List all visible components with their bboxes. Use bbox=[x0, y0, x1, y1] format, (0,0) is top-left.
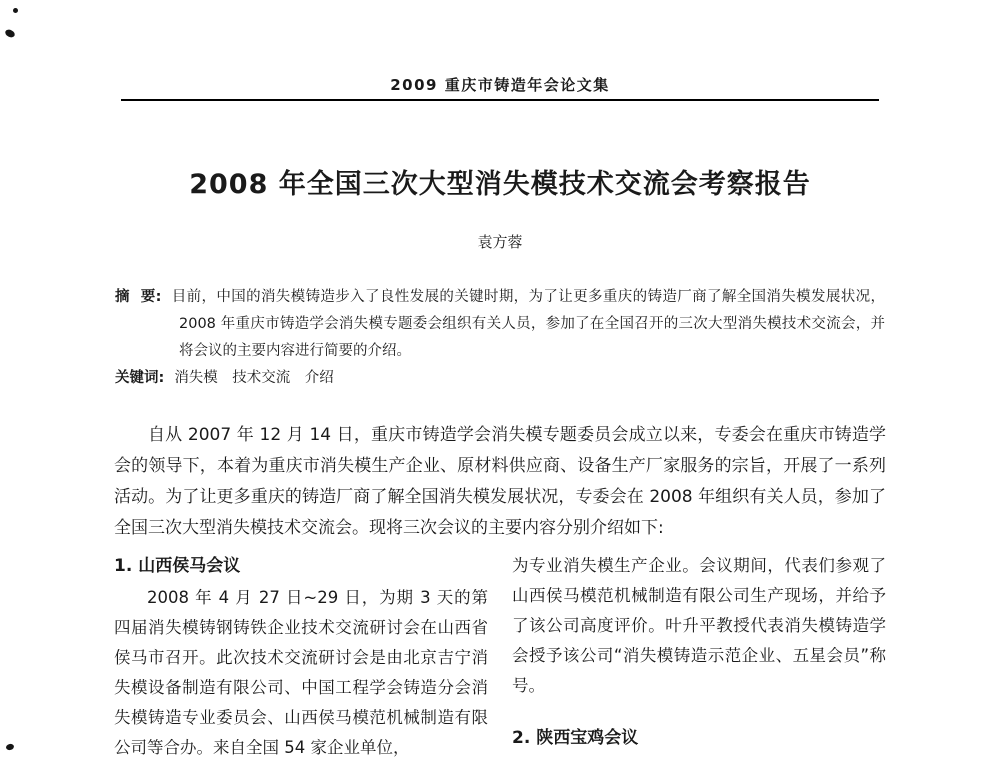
keywords-label: 关键词: bbox=[115, 370, 165, 386]
section-heading-2: 2. 陕西宝鸡会议 bbox=[512, 728, 639, 748]
keywords-line bbox=[115, 365, 885, 392]
abstract-text: 目前，中国的消失模铸造步入了良性发展的关键时期，为了让更多重庆的铸造厂商了解全国消失模发展状况，2008 年重庆市铸造学会消失模专题委会组织有关人员，参加了在全国召开的三次大型消失模技术交流会，并将会议的主要内容进行简要的介绍。 bbox=[171, 289, 885, 359]
abstract-block bbox=[115, 284, 885, 392]
section-1-paragraph-continued: 为专业消失模生产企业。会议期间，代表们参观了山西侯马模范机械制造有限公司生产现场，并给予了该公司高度评价。叶升平教授代表消失模铸造学会授予该公司“消失模铸造示范企业、五星会员”称号。 bbox=[512, 556, 886, 695]
right-column bbox=[512, 551, 886, 748]
header-rule bbox=[121, 99, 879, 101]
abstract-label: 摘 要: bbox=[115, 289, 162, 305]
abstract-paragraph bbox=[115, 284, 885, 365]
author-name: 袁方蓉 bbox=[477, 233, 523, 251]
section-heading-1: 1. 山西侯马会议 bbox=[114, 556, 241, 576]
keywords-text: 消失模 技术交流 介绍 bbox=[174, 370, 334, 386]
running-head: 2009 重庆市铸造年会论文集 bbox=[390, 76, 610, 94]
paper-title: 2008 年全国三次大型消失模技术交流会考察报告 bbox=[189, 169, 811, 200]
scan-artifact bbox=[13, 8, 18, 13]
section-1-paragraph: 2008 年 4 月 27 日~29 日，为期 3 天的第四届消失模铸钢铸铁企业技术交流研讨会在山西省侯马市召开。此次技术交流研讨会是由北京吉宁消失模设备制造有限公司、中国工程学会铸造分会消失模铸造专业委员会、山西侯马模范机械制造有限公司等合办。来自全国 54 家企业单位， bbox=[114, 588, 488, 757]
scan-artifact bbox=[5, 743, 14, 751]
intro-paragraph: 自从 2007 年 12 月 14 日，重庆市铸造学会消失模专题委员会成立以来，专委会在重庆市铸造学会的领导下，本着为重庆市消失模生产企业、原材料供应商、设备生产厂家服务的宗旨，开展了一系列活动。为了让更多重庆的铸造厂商了解全国消失模发展状况，专委会在 2008 年组织有关人员，参加了全国三次大型消失模技术交流会。现将三次会议的主要内容分别介绍如下: bbox=[114, 425, 886, 538]
scan-artifact bbox=[4, 28, 16, 39]
left-column bbox=[114, 551, 488, 760]
